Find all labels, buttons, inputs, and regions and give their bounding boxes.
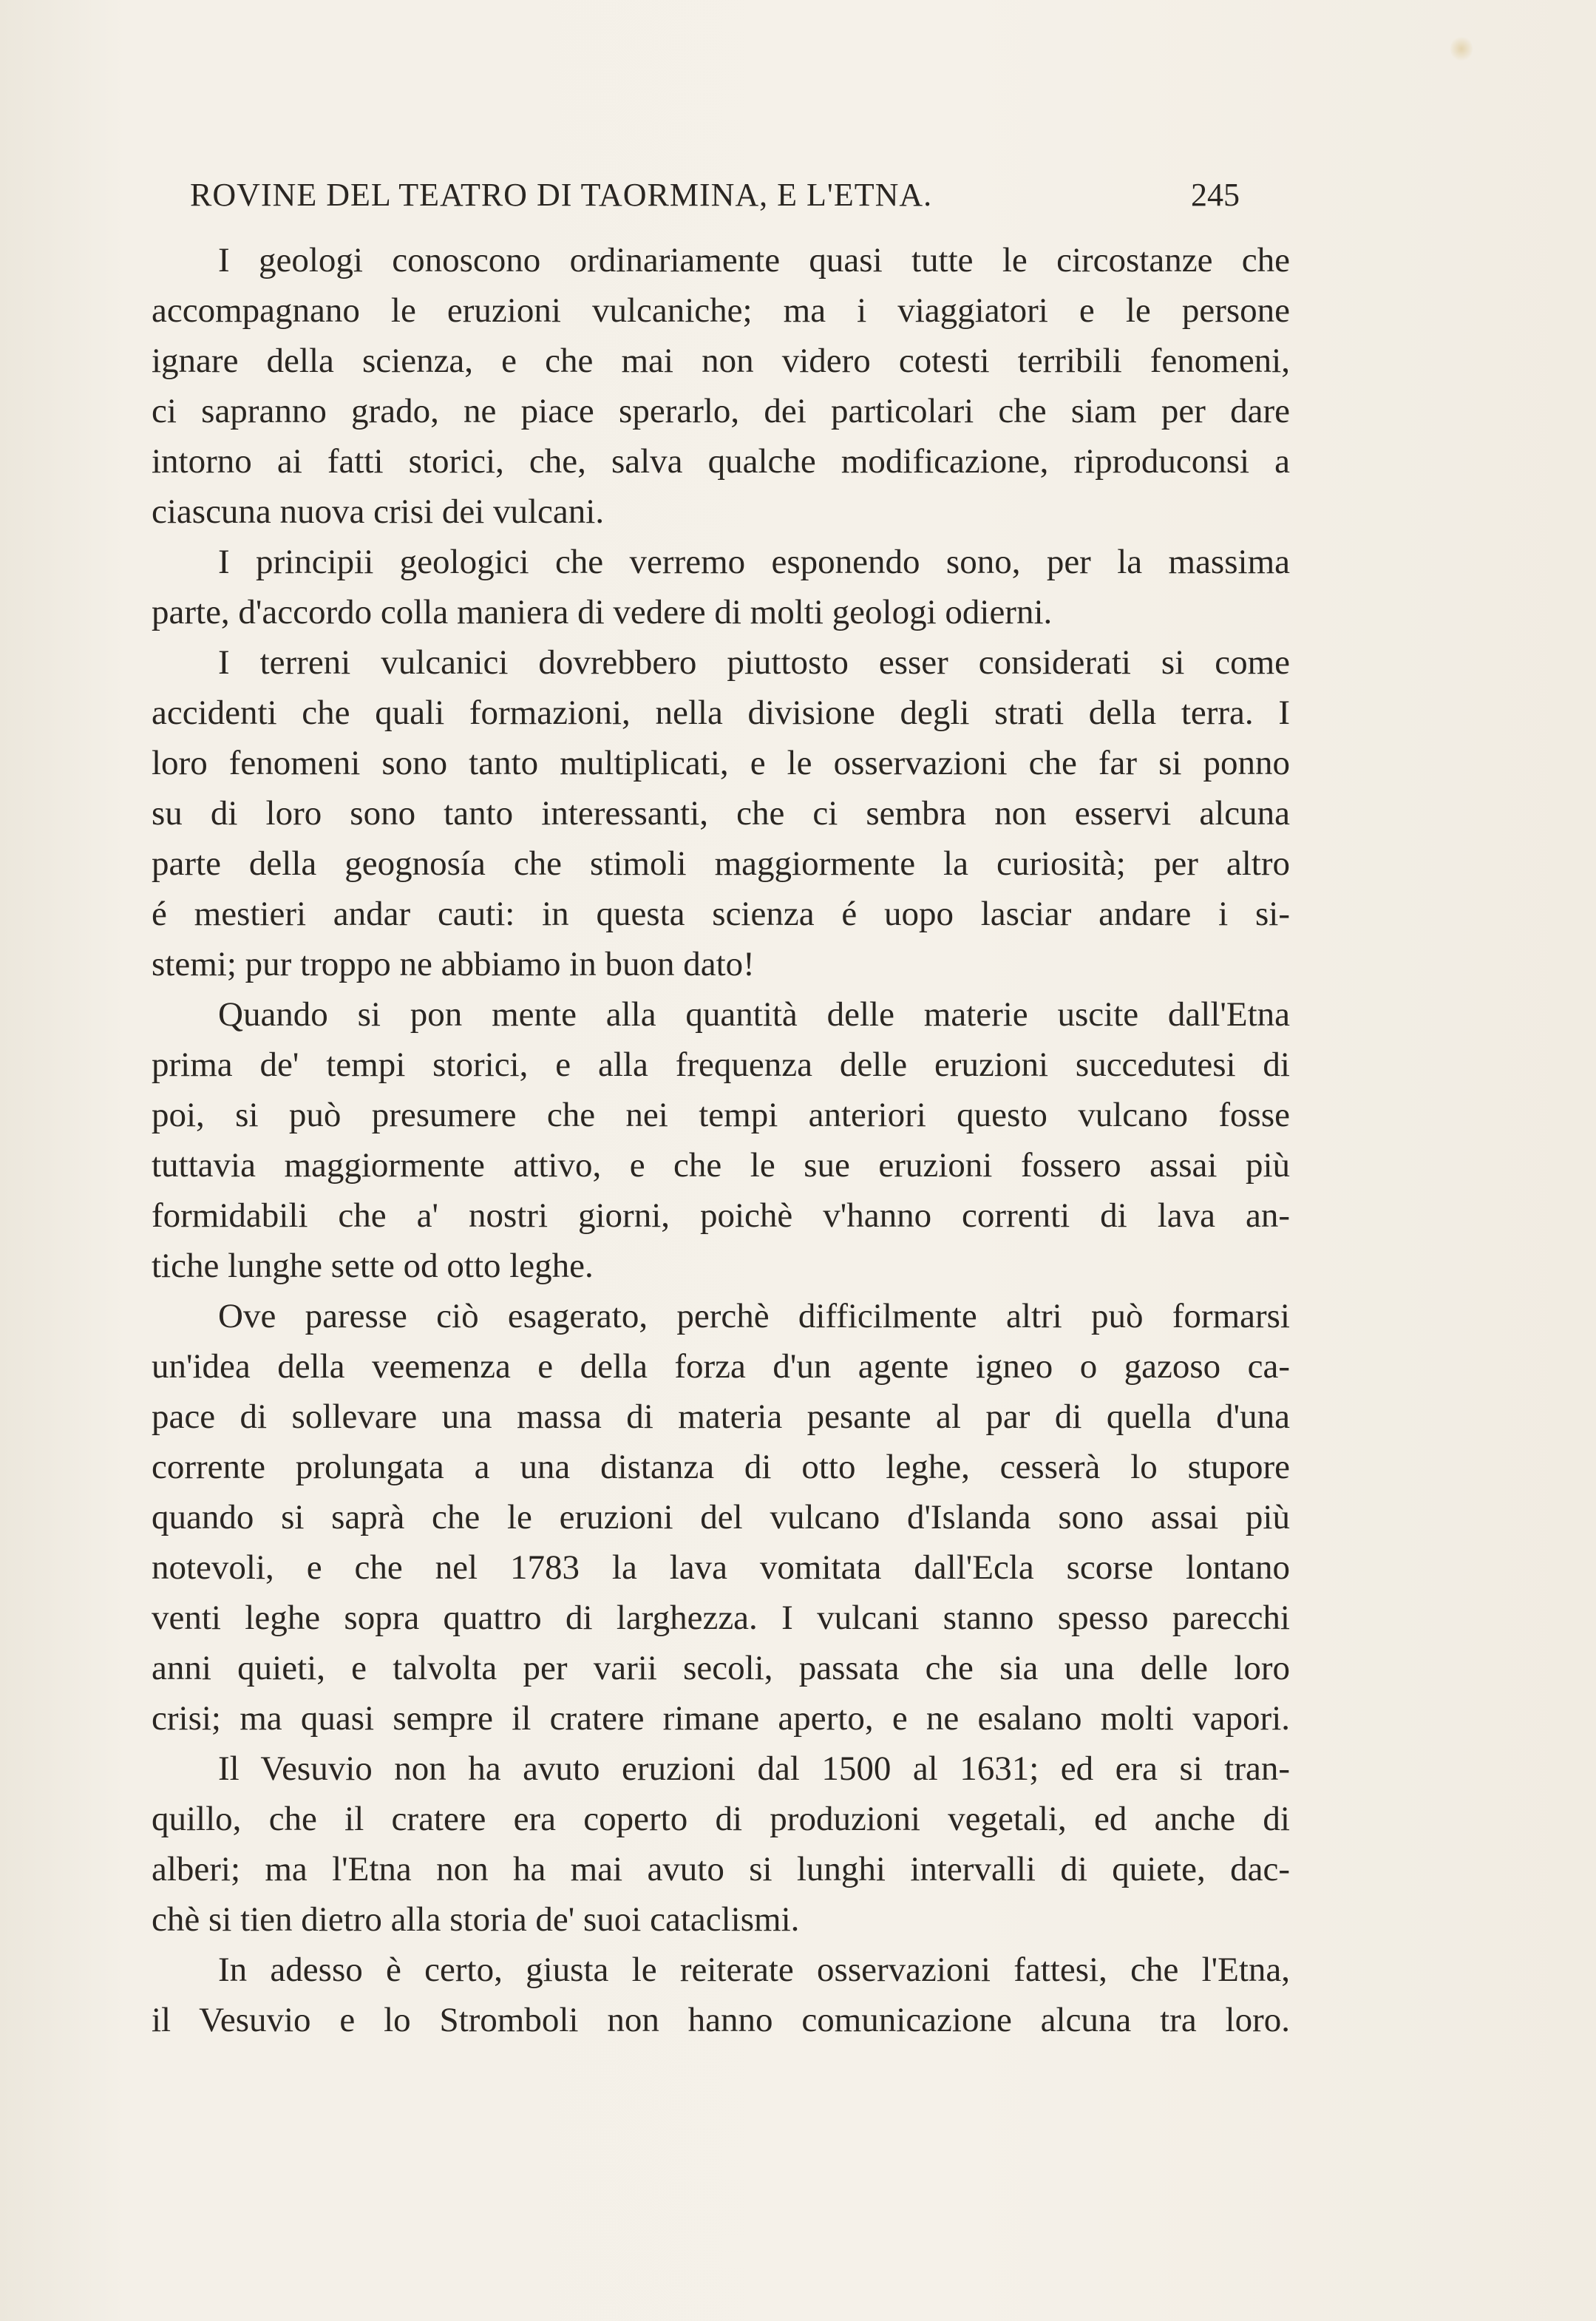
text-line: tiche lunghe sette od otto leghe. (152, 1247, 594, 1285)
text-line: venti leghe sopra quattro di larghezza. I vulcani stanno spesso parecchi (152, 1599, 1290, 1637)
text-line: quillo, che il cratere era coperto di produzioni vegetali, ed anche di (152, 1800, 1290, 1838)
text-line: poi, si può presumere che nei tempi anteriori questo vulcano fosse (152, 1096, 1290, 1134)
text-line: su di loro sono tanto interessanti, che ci sembra non esservi alcuna (152, 794, 1290, 833)
text-line: pace di sollevare una massa di materia pesante al par di quella d'una (152, 1397, 1290, 1436)
text-line: ignare della scienza, e che mai non videro cotesti terribili fenomeni, (152, 342, 1290, 380)
text-line: Quando si pon mente alla quantità delle materie uscite dall'Etna (218, 995, 1290, 1034)
text-line: un'idea della veemenza e della forza d'un agente igneo o gazoso ca- (152, 1347, 1290, 1386)
text-line: anni quieti, e talvolta per varii secoli, passata che sia una delle loro (152, 1649, 1290, 1687)
text-line: ci sapranno grado, ne piace sperarlo, dei particolari che siam per dare (152, 392, 1290, 430)
text-line: formidabili che a' nostri giorni, poichè v'hanno correnti di lava an- (152, 1196, 1290, 1235)
page-header (190, 176, 1240, 228)
text-line: ciascuna nuova crisi dei vulcani. (152, 492, 605, 531)
text-line: stemi; pur troppo ne abbiamo in buon dato! (152, 945, 755, 983)
text-line: I geologi conoscono ordinariamente quasi tutte le circostanze che (218, 241, 1290, 279)
text-line: notevoli, e che nel 1783 la lava vomitata dall'Ecla scorse lontano (152, 1548, 1290, 1587)
text-line: parte, d'accordo colla maniera di vedere di molti geologi odierni. (152, 593, 1053, 631)
text-line: accidenti che quali formazioni, nella divisione degli strati della terra. I (152, 694, 1290, 732)
text-line: Il Vesuvio non ha avuto eruzioni dal 1500 al 1631; ed era si tran- (218, 1749, 1290, 1788)
text-line: parte della geognosía che stimoli maggiormente la curiosità; per altro (152, 844, 1290, 883)
text-line: corrente prolungata a una distanza di otto leghe, cesserà lo stupore (152, 1448, 1290, 1486)
running-title: ROVINE DEL TEATRO DI TAORMINA, E L'ETNA. (190, 177, 933, 213)
page-number: 245 (1191, 177, 1240, 213)
text-line: I terreni vulcanici dovrebbero piuttosto esser considerati si come (218, 643, 1290, 682)
text-line: intorno ai fatti storici, che, salva qualche modificazione, riproduconsi a (152, 442, 1290, 481)
text-line: tuttavia maggiormente attivo, e che le sue eruzioni fossero assai più (152, 1146, 1290, 1185)
body-text (152, 235, 1290, 2045)
text-line: prima de' tempi storici, e alla frequenza delle eruzioni succedutesi di (152, 1046, 1290, 1084)
text-line: I principii geologici che verremo esponendo sono, per la massima (218, 543, 1290, 581)
text-line: Ove paresse ciò esagerato, perchè difficilmente altri può formarsi (218, 1297, 1290, 1335)
text-line: quando si saprà che le eruzioni del vulcano d'Islanda sono assai più (152, 1498, 1290, 1536)
ink-smudge (1450, 35, 1473, 62)
text-line: é mestieri andar cauti: in questa scienza é uopo lasciar andare i si- (152, 895, 1290, 933)
text-line: loro fenomeni sono tanto multiplicati, e le osservazioni che far si ponno (152, 744, 1290, 782)
text-line: chè si tien dietro alla storia de' suoi cataclismi. (152, 1900, 800, 1939)
text-line: alberi; ma l'Etna non ha mai avuto si lunghi intervalli di quiete, dac- (152, 1850, 1290, 1888)
text-line: il Vesuvio e lo Stromboli non hanno comunicazione alcuna tra loro. (152, 2001, 1290, 2039)
text-line: accompagnano le eruzioni vulcaniche; ma i viaggiatori e le persone (152, 291, 1290, 330)
text-line: In adesso è certo, giusta le reiterate osservazioni fattesi, che l'Etna, (218, 1951, 1290, 1989)
text-line: crisi; ma quasi sempre il cratere rimane aperto, e ne esalano molti vapori. (152, 1699, 1290, 1738)
